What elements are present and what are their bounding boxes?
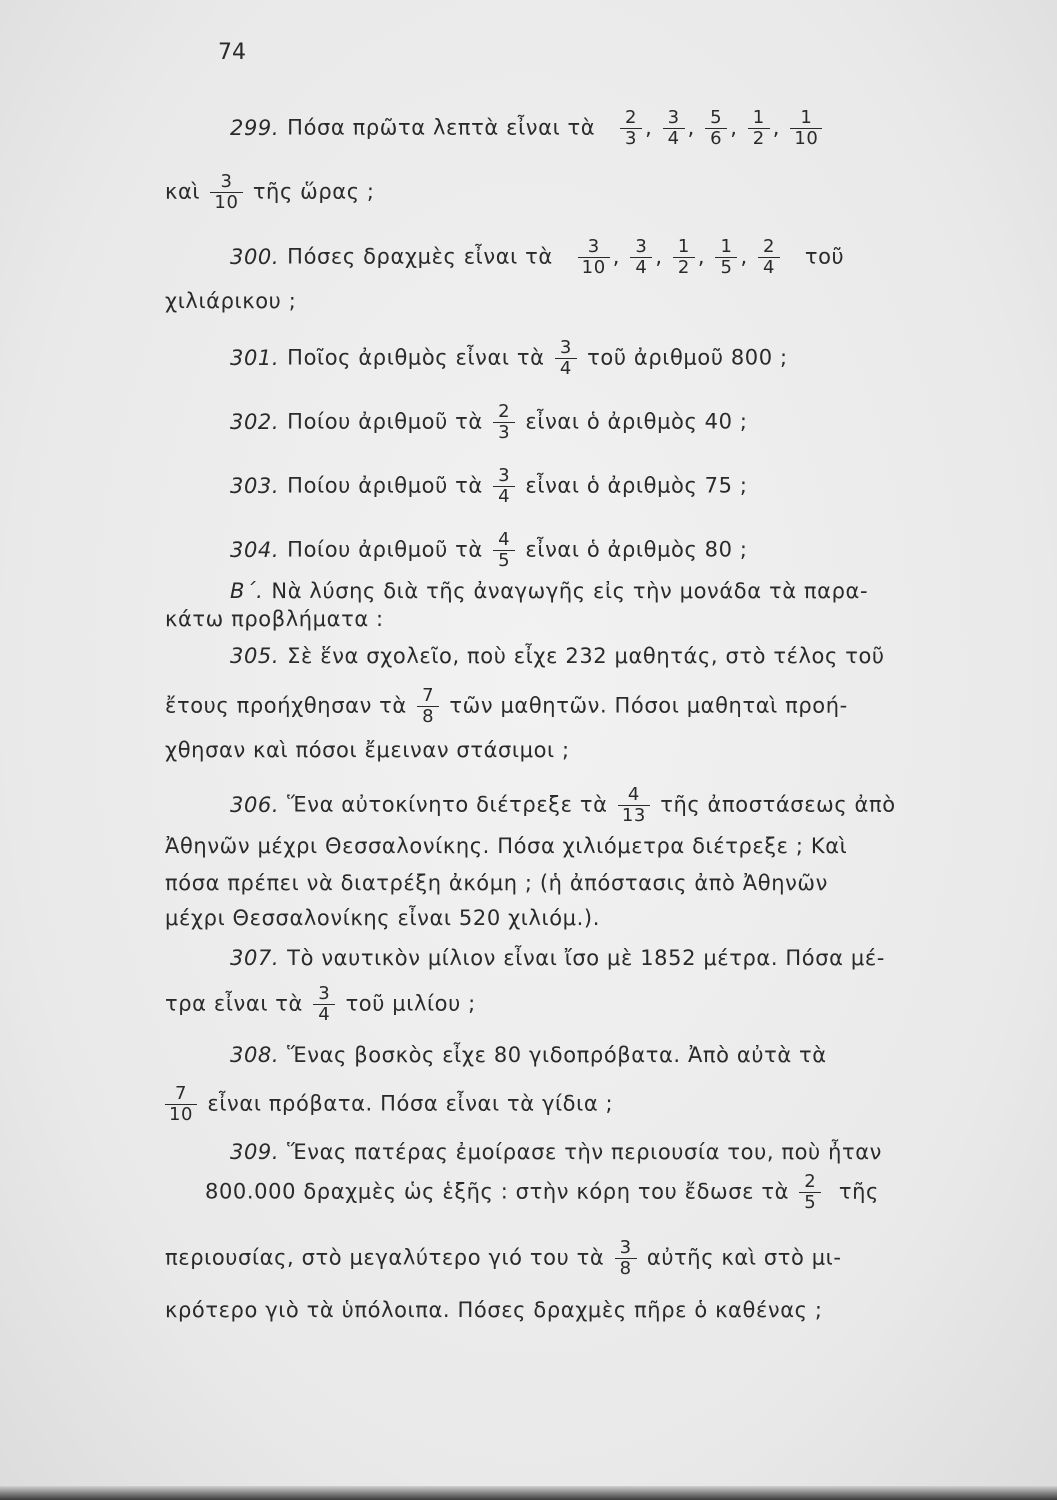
problem-302: 302. Ποίου ἀριθμοῦ τὰ $\frac{2}{3}$ εἶναι ὁ ἀριθμὸς 40 ; <box>230 401 748 443</box>
problem-306-line-3: πόσα πρέπει νὰ διατρέξη ἀκόμη ; (ἡ ἀπόστασις ἀπὸ Ἀθηνῶν <box>165 871 828 895</box>
fraction: $\frac{2}{3}$ <box>493 402 515 443</box>
problem-307-line-1: 307. Τὸ ναυτικὸν μίλιον εἶναι ἴσο μὲ 1852 μέτρα. Πόσα μέ- <box>230 946 885 970</box>
section-b-line-2: κάτω προβλήματα : <box>165 607 384 631</box>
fraction: $\frac{3}{4}$ <box>493 466 515 507</box>
problem-308-line-2: $\frac{7}{10}$ εἶναι πρόβατα. Πόσα εἶναι τὰ γίδια ; <box>165 1084 613 1125</box>
problem-301: 301. Ποῖος ἀριθμὸς εἶναι τὰ $\frac{3}{4}$ τοῦ ἀριθμοῦ 800 ; <box>230 337 788 379</box>
fraction: $\frac{1}{5}$ <box>715 237 737 278</box>
fraction: $\frac{3}{4}$ <box>313 984 335 1025</box>
problem-306-line-2: Ἀθηνῶν μέχρι Θεσσαλονίκης. Πόσα χιλιόμετρα διέτρεξε ; Καὶ <box>165 834 848 858</box>
problem-299-line-2: καὶ $\frac{3}{10}$ τῆς ὥρας ; <box>165 171 375 213</box>
fraction: $\frac{4}{5}$ <box>493 530 515 571</box>
problem-304: 304. Ποίου ἀριθμοῦ τὰ $\frac{4}{5}$ εἶναι ὁ ἀριθμὸς 80 ; <box>230 529 748 571</box>
problem-309-line-2: 800.000 δραχμὲς ὡς ἑξῆς : στὴν κόρη του ἔδωσε τὰ $\frac{2}{5}$ τῆς <box>205 1171 879 1213</box>
problem-309-line-3: περιουσίας, στὸ μεγαλύτερο γιό του τὰ $\frac{3}{8}$ αὐτῆς καὶ στὸ μι- <box>165 1237 842 1279</box>
problem-300-line-1: 300. Πόσες δραχμὲς εἶναι τὰ $\frac{3}{10}$ , $\frac{3}{4}$ , $\frac{1}{2}$ , $\frac{1}{5}$ , $\frac{2}{4}$ τοῦ <box>230 236 845 278</box>
fraction: $\frac{2}{3}$ <box>620 108 642 149</box>
problem-306-line-4: μέχρι Θεσσαλονίκης εἶναι 520 χιλιόμ.). <box>165 906 600 930</box>
problem-309-line-4: κρότερο γιὸ τὰ ὑπόλοιπα. Πόσες δραχμὲς πῆρε ὁ καθένας ; <box>165 1298 823 1322</box>
fraction: $\frac{7}{10}$ <box>165 1084 197 1125</box>
page-bottom-edge <box>0 1486 1057 1500</box>
problem-309-line-1: 309. Ἕνας πατέρας ἐμοίρασε τὴν περιουσία του, ποὺ ἦταν <box>230 1140 883 1164</box>
fraction: $\frac{3}{8}$ <box>615 1238 637 1279</box>
problem-307-line-2: τρα εἶναι τὰ $\frac{3}{4}$ τοῦ μιλίου ; <box>165 983 476 1025</box>
problem-299-line-1: 299. Πόσα πρῶτα λεπτὰ εἶναι τὰ $\frac{2}{3}$ , $\frac{3}{4}$ , $\frac{5}{6}$ , $\frac{1}{2}$ , $\frac{1}{10}$ <box>230 108 825 149</box>
problem-300-line-2: χιλιάρικου ; <box>165 289 297 313</box>
problem-number: 299. <box>230 115 280 140</box>
fraction: $\frac{3}{4}$ <box>663 108 685 149</box>
fraction: $\frac{3}{4}$ <box>555 338 577 379</box>
problem-308-line-1: 308. Ἕνας βοσκὸς εἶχε 80 γιδοπρόβατα. Ἀπὸ αὐτὰ τὰ <box>230 1043 827 1067</box>
section-b-heading: Β΄. Νὰ λύσης διὰ τῆς ἀναγωγῆς εἰς τὴν μονάδα τὰ παρα- <box>230 579 869 603</box>
problem-306-line-1: 306. Ἕνα αὐτοκίνητο διέτρεξε τὰ $\frac{4}{13}$ τῆς ἀποστάσεως ἀπὸ <box>230 784 896 826</box>
fraction: $\frac{2}{5}$ <box>799 1172 821 1213</box>
fraction: $\frac{1}{2}$ <box>673 237 695 278</box>
fraction: $\frac{1}{2}$ <box>748 108 770 149</box>
problem-305-line-3: χθησαν καὶ πόσοι ἔμειναν στάσιμοι ; <box>165 738 570 762</box>
fraction: $\frac{5}{6}$ <box>705 108 727 149</box>
fraction: $\frac{3}{10}$ <box>210 172 242 213</box>
problem-305-line-2: ἔτους προήχθησαν τὰ $\frac{7}{8}$ τῶν μαθητῶν. Πόσοι μαθηταὶ προή- <box>165 685 848 727</box>
fraction: $\frac{1}{10}$ <box>790 108 822 149</box>
page-number: 74 <box>218 40 246 65</box>
fraction: $\frac{7}{8}$ <box>417 686 439 727</box>
fraction: $\frac{3}{10}$ <box>578 237 610 278</box>
fraction: $\frac{2}{4}$ <box>758 237 780 278</box>
problem-305-line-1: 305. Σὲ ἕνα σχολεῖο, ποὺ εἶχε 232 μαθητάς, στὸ τέλος τοῦ <box>230 644 885 668</box>
problem-303: 303. Ποίου ἀριθμοῦ τὰ $\frac{3}{4}$ εἶναι ὁ ἀριθμὸς 75 ; <box>230 465 748 507</box>
fraction: $\frac{3}{4}$ <box>630 237 652 278</box>
fraction: $\frac{4}{13}$ <box>618 785 650 826</box>
